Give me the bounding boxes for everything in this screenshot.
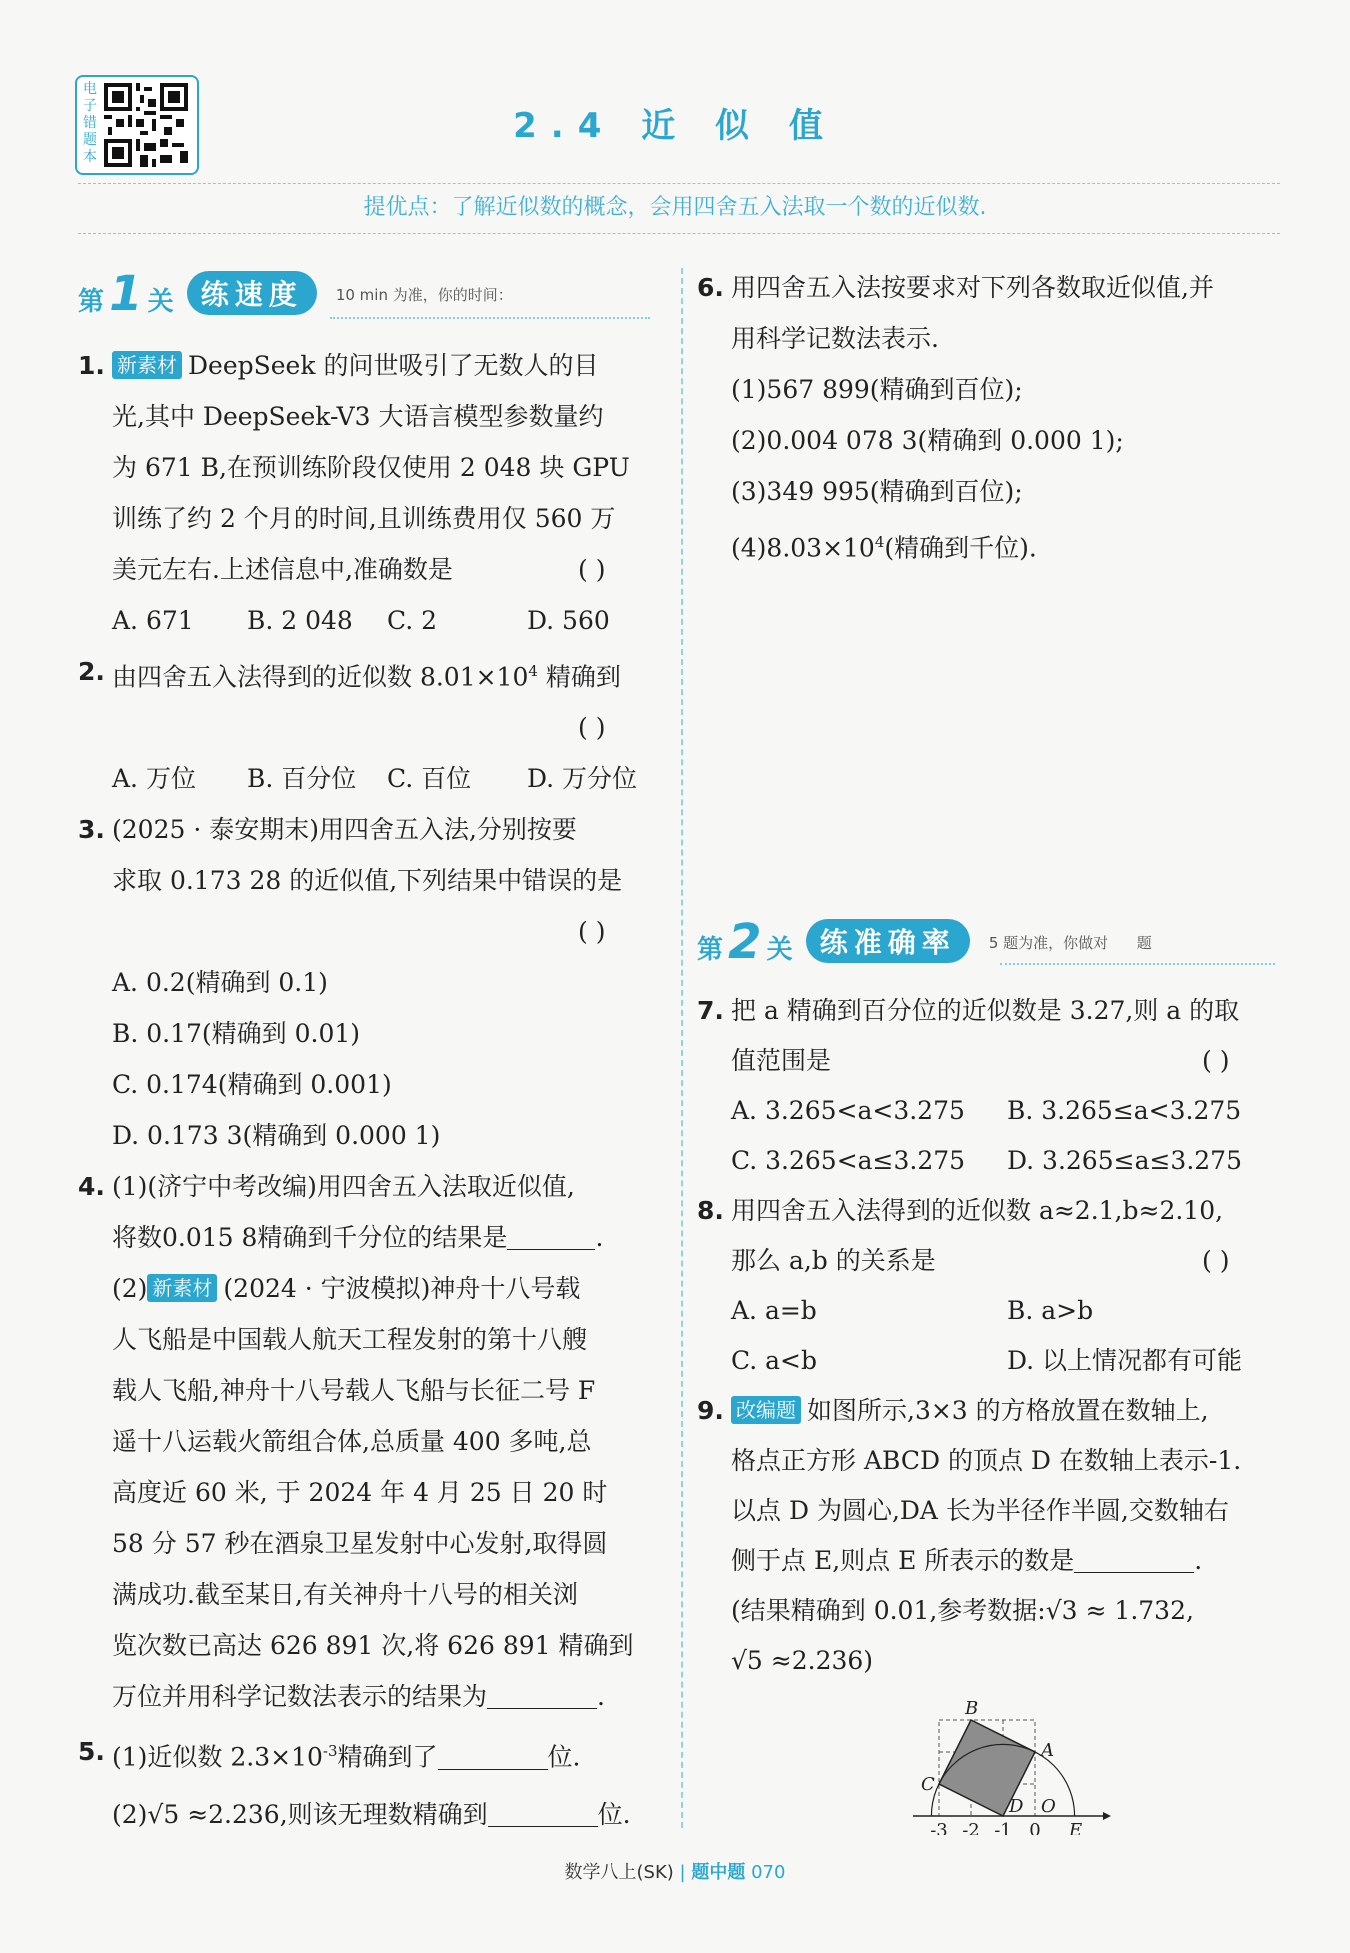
option-a[interactable]: A. 万位: [112, 764, 196, 794]
answer-blank[interactable]: [488, 1802, 598, 1827]
q1-line: 光,其中 DeepSeek-V3 大语言模型参数量约: [112, 402, 604, 431]
new-material-tag: 新素材: [112, 351, 182, 379]
question-number: 4.: [78, 1172, 105, 1202]
q2-text: 由四舍五入法得到的近似数 8.01×10: [112, 662, 529, 692]
q3-line: (2025 · 泰安期末)用四舍五入法,分别按要: [112, 815, 577, 845]
label-c: C: [921, 1774, 935, 1795]
question-5: [78, 1726, 658, 1839]
q4-part-label: (2): [112, 1274, 148, 1304]
q6-item: [731, 517, 1282, 573]
axis-label: 0: [1029, 1820, 1041, 1835]
option-d[interactable]: D. 万分位: [527, 764, 638, 794]
answer-paren[interactable]: ( ): [1202, 1046, 1230, 1075]
question-number: 2.: [78, 657, 105, 686]
q1-line: [112, 340, 658, 391]
q9-line: [731, 1386, 1282, 1436]
section2-header: [697, 914, 1152, 968]
q8-options-row1: [731, 1286, 1282, 1336]
q1-text: 美元左右.上述信息中,准确数是: [112, 555, 453, 584]
question-9: [697, 1386, 1282, 1686]
label-a: A: [1041, 1740, 1054, 1761]
adapted-question-tag: 改编题: [731, 1396, 801, 1424]
section2-di: 第: [697, 935, 724, 965]
q5-line: [112, 1789, 658, 1840]
question-3: [78, 804, 658, 1161]
question-6: [697, 262, 1282, 573]
q1-line: 训练了约 2 个月的时间,且训练费用仅 560 万: [112, 504, 616, 533]
page-title: 2.4 近 似 值: [513, 106, 837, 146]
option-c[interactable]: C. 2: [387, 606, 438, 635]
q4-line: 览次数已高达 626 891 次,将 626 891 精确到: [112, 1631, 634, 1661]
question-number: 7.: [697, 996, 724, 1025]
page-number: 070: [751, 1862, 786, 1883]
section2-arrow: [1000, 963, 1275, 965]
q2-options: [112, 753, 658, 804]
option-d[interactable]: D. 以上情况都有可能: [1007, 1346, 1243, 1375]
q9-note: √5 ≈2.236): [731, 1646, 874, 1675]
q5-text: (2)√5 ≈2.236,则该无理数精确到: [112, 1799, 488, 1829]
axis-arrow-icon: [1103, 1812, 1111, 1820]
option-a[interactable]: A. a=b: [731, 1296, 817, 1325]
q2-line: [112, 646, 658, 702]
q4-line: 58 分 57 秒在酒泉卫星发射中心发射,取得圆: [112, 1529, 608, 1559]
answer-paren[interactable]: ( ): [578, 713, 606, 743]
footer-brand: 题中题: [691, 1862, 746, 1883]
qr-label: 电子错题本: [83, 81, 97, 165]
option-c[interactable]: C. 0.174(精确到 0.001): [112, 1070, 392, 1100]
option-c[interactable]: C. a<b: [731, 1346, 817, 1375]
q4-line: 满成功.截至某日,有关神舟十八号的相关浏: [112, 1580, 578, 1610]
q9-text: 侧于点 E,则点 E 所表示的数是: [731, 1546, 1075, 1575]
q6-text: (精确到千位).: [884, 533, 1037, 563]
label-d: D: [1009, 1796, 1024, 1817]
label-e: E: [1069, 1820, 1083, 1835]
answer-paren[interactable]: ( ): [1202, 1246, 1230, 1275]
label-o: O: [1041, 1796, 1056, 1817]
q5-text: 位.: [597, 1799, 631, 1829]
q5-exponent: -3: [322, 1742, 338, 1761]
option-b[interactable]: B. a>b: [1007, 1296, 1094, 1325]
q7-line: [731, 1036, 1282, 1086]
q7-text: 值范围是: [731, 1046, 832, 1075]
q2-text: 精确到: [537, 662, 621, 692]
q4-line: 人飞船是中国载人航天工程发射的第十八艘: [112, 1325, 588, 1355]
q1-line: [112, 544, 658, 595]
answer-blank[interactable]: [438, 1745, 548, 1770]
q1-options: [112, 595, 658, 646]
q9-line: 侧于点 E,则点 E 所表示的数是 .: [731, 1546, 1203, 1575]
answer-blank[interactable]: [507, 1225, 595, 1250]
page-footer: [0, 1858, 1350, 1884]
divider-tip: [78, 233, 1280, 234]
q2-exponent: 4: [528, 662, 538, 680]
q6-item: (1)567 899(精确到百位);: [731, 375, 1023, 404]
q9-note: (结果精确到 0.01,参考数据:√3 ≈ 1.732,: [731, 1596, 1194, 1625]
answer-paren[interactable]: ( ): [578, 555, 606, 584]
section1-number: 1: [109, 266, 143, 322]
option-a[interactable]: A. 671: [112, 606, 194, 635]
q4-line: 遥十八运载火箭组合体,总质量 400 多吨,总: [112, 1427, 592, 1457]
question-8: [697, 1186, 1282, 1386]
q4-line: 载人飞船,神舟十八号载人飞船与长征二号 F: [112, 1376, 596, 1406]
option-d[interactable]: D. 3.265≤a≤3.275: [1007, 1146, 1242, 1175]
option-c[interactable]: C. 百位: [387, 764, 472, 794]
question-number: 1.: [78, 351, 105, 380]
q5-line: [112, 1726, 658, 1782]
answer-blank[interactable]: [487, 1684, 597, 1709]
number-line-figure: [905, 1690, 1115, 1835]
section2-note: 5 题为准，你做对 题: [988, 934, 1152, 952]
section2-title: 练准确率: [806, 919, 970, 963]
q8-line: [731, 1236, 1282, 1286]
column-divider: [681, 268, 683, 1828]
divider-top: [78, 183, 1280, 184]
question-number: 6.: [697, 273, 724, 302]
option-a[interactable]: A. 3.265<a<3.275: [731, 1096, 965, 1125]
question-2: [78, 646, 658, 804]
q6-line: 用科学记数法表示.: [731, 324, 939, 353]
right-column-top: [697, 262, 1282, 573]
section1-title: 练速度: [187, 271, 317, 315]
section1-header: [78, 266, 513, 320]
section2-number: 2: [728, 914, 762, 970]
section1-arrow: [330, 317, 650, 319]
learning-tip: 提优点：了解近似数的概念，会用四舍五入法取一个数的近似数.: [363, 195, 987, 220]
q4-text: 将数0.015 8精确到千分位的结果是: [112, 1223, 508, 1253]
new-material-tag: 新素材: [147, 1274, 217, 1302]
q5-text: 位.: [547, 1742, 581, 1772]
label-b: B: [965, 1698, 979, 1719]
q3-line: 求取 0.173 28 的近似值,下列结果中错误的是: [112, 866, 623, 896]
axis-label: -3: [930, 1820, 948, 1835]
q9-line: 格点正方形 ABCD 的顶点 D 在数轴上表示-1.: [731, 1446, 1242, 1475]
q4-line: (1)(济宁中考改编)用四舍五入法取近似值,: [112, 1172, 575, 1202]
q7-options-row2: [731, 1136, 1282, 1186]
q4-text: 万位并用科学记数法表示的结果为: [112, 1682, 488, 1712]
q8-text: 那么 a,b 的关系是: [731, 1246, 936, 1275]
option-d[interactable]: D. 0.173 3(精确到 0.000 1): [112, 1121, 441, 1151]
option-c[interactable]: C. 3.265<a≤3.275: [731, 1146, 966, 1175]
option-a[interactable]: A. 0.2(精确到 0.1): [112, 968, 328, 998]
option-b[interactable]: B. 0.17(精确到 0.01): [112, 1019, 361, 1049]
q2-paren-line: [112, 702, 658, 753]
option-b[interactable]: B. 2 048: [247, 606, 353, 635]
left-column: [78, 340, 658, 1840]
q6-text: (4)8.03×10: [731, 533, 875, 563]
q5-text: (1)近似数 2.3×10: [112, 1742, 323, 1772]
section1-di: 第: [78, 287, 105, 317]
option-b[interactable]: B. 3.265≤a<3.275: [1007, 1096, 1242, 1125]
q3-paren-line: [112, 906, 658, 957]
answer-paren[interactable]: ( ): [578, 917, 606, 947]
q9-line: 以点 D 为圆心,DA 长为半径作半圆,交数轴右: [731, 1496, 1229, 1525]
q6-line: 用四舍五入法按要求对下列各数取近似值,并: [731, 273, 1214, 302]
q8-options-row2: [731, 1336, 1282, 1386]
right-column-bottom: [697, 986, 1282, 1686]
axis-label: -2: [962, 1820, 980, 1835]
q7-line: 把 a 精确到百分位的近似数是 3.27,则 a 的取: [731, 996, 1240, 1025]
q8-line: 用四舍五入法得到的近似数 a≈2.1,b≈2.10,: [731, 1196, 1224, 1225]
q1-line: 为 671 B,在预训练阶段仅使用 2 048 块 GPU: [112, 453, 630, 482]
section2-guan: 关: [766, 935, 793, 965]
question-4: [78, 1161, 658, 1722]
section1-guan: 关: [147, 287, 174, 317]
q6-item: (2)0.004 078 3(精确到 0.000 1);: [731, 426, 1124, 455]
question-number: 3.: [78, 815, 105, 845]
q4-line: [112, 1263, 658, 1314]
q1-text: DeepSeek 的问世吸引了无数人的目: [188, 351, 599, 380]
question-number: 5.: [78, 1737, 105, 1767]
q5-text: 精确到了: [337, 1742, 438, 1772]
q6-item: (3)349 995(精确到百位);: [731, 477, 1023, 506]
section1-note: 10 min 为准，你的时间：: [335, 286, 513, 304]
q4-text: (2024 · 宁波模拟)神舟十八号载: [223, 1274, 581, 1304]
q6-exponent: 4: [874, 533, 885, 551]
option-b[interactable]: B. 百分位: [247, 764, 357, 794]
question-7: [697, 986, 1282, 1186]
q4-line: 高度近 60 米, 于 2024 年 4 月 25 日 20 时: [112, 1478, 608, 1508]
question-number: 8.: [697, 1196, 724, 1225]
question-number: 9.: [697, 1396, 724, 1425]
q4-line: 将数0.015 8精确到千分位的结果是 .: [112, 1223, 604, 1253]
option-d[interactable]: D. 560: [527, 606, 610, 635]
footer-book: 数学八上(SK): [564, 1862, 674, 1883]
answer-blank[interactable]: [1074, 1548, 1194, 1573]
footer-separator: |: [679, 1862, 686, 1883]
q7-options-row1: [731, 1086, 1282, 1136]
question-1: [78, 340, 658, 646]
axis-label: -1: [994, 1820, 1012, 1835]
q4-line: 万位并用科学记数法表示的结果为 .: [112, 1682, 605, 1712]
q9-text: 如图所示,3×3 的方格放置在数轴上,: [807, 1396, 1209, 1425]
